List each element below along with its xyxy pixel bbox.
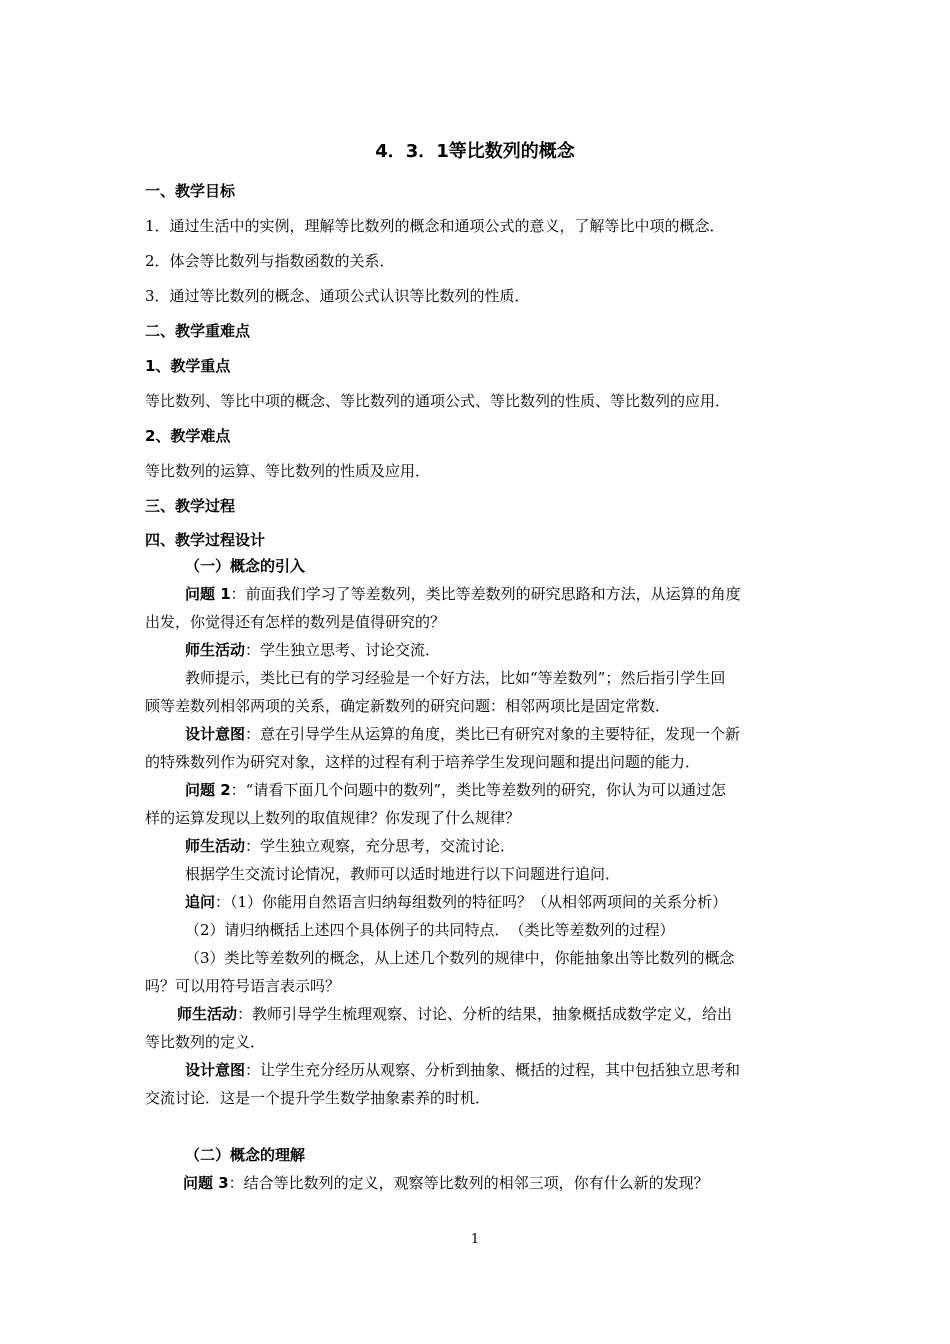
subheading-difficulty: 2、教学难点: [145, 427, 231, 445]
design-intent-1-line2: 的特殊数列作为研究对象，这样的过程有利于培养学生发现问题和提出问题的能力．: [145, 753, 701, 771]
activity-2-label: 师生活动: [185, 837, 246, 855]
design-intent-2-label: 设计意图: [185, 1061, 246, 1079]
question-1-label: 问题 1: [185, 585, 231, 603]
objective-item-3: 3．通过等比数列的概念、通项公式认识等比数列的性质．: [145, 287, 530, 305]
teacher-hint-line1: 教师提示，类比已有的学习经验是一个好方法，比如“等差数列”；然后指引学生回: [185, 669, 726, 687]
follow-up-question-1: 追问：（1）你能用自然语言归纳每组数列的特征吗？（从相邻两项间的关系分析）: [185, 893, 728, 911]
key-focus-text: 等比数列、等比中项的概念、等比数列的通项公式、等比数列的性质、等比数列的应用．: [145, 392, 731, 410]
design-intent-1-line1: 设计意图：意在引导学生从运算的角度，类比已有研究对象的主要特征，发现一个新: [185, 725, 741, 743]
activity-1: 师生活动：学生独立思考、讨论交流．: [185, 641, 441, 659]
design-intent-2-line1: 设计意图：让学生充分经历从观察、分析到抽象、概括的过程，其中包括独立思考和: [185, 1061, 741, 1079]
section-heading-objectives: 一、教学目标: [145, 182, 236, 200]
question-3-label: 问题 3: [183, 1174, 229, 1192]
question-1-line2: 出发，你觉得还有怎样的数列是值得研究的？: [145, 613, 446, 631]
follow-up-question-3-line1: （3）类比等差数列的概念，从上述几个数列的规律中，你能抽象出等比数列的概念: [185, 949, 735, 967]
follow-up-question-2: （2）请归纳概括上述四个具体例子的共同特点． （类比等差数列的过程）: [185, 921, 675, 939]
activity-3-label: 师生活动: [177, 1005, 238, 1023]
follow-up-question-3-line2: 吗？可以用符号语言表示吗？: [145, 977, 341, 995]
objective-item-2: 2．体会等比数列与指数函数的关系．: [145, 252, 395, 270]
design-intent-1-label: 设计意图: [185, 725, 246, 743]
teacher-hint-line2: 顾等差数列相邻两项的关系，确定新数列的研究问题：相邻两项比是固定常数．: [145, 697, 671, 715]
question-3: 问题 3：结合等比数列的定义，观察等比数列的相邻三项，你有什么新的发现？: [183, 1174, 709, 1192]
subheading-key-focus: 1、教学重点: [145, 357, 231, 375]
question-1-line1: 问题 1：前面我们学习了等差数列，类比等差数列的研究思路和方法，从运算的角度: [185, 585, 741, 603]
part2-heading: （二）概念的理解: [185, 1146, 306, 1164]
activity-3-line2: 等比数列的定义．: [145, 1033, 266, 1051]
question-2-label: 问题 2: [185, 781, 231, 799]
section-heading-process: 三、教学过程: [145, 497, 236, 515]
follow-up-label: 追问: [185, 893, 216, 911]
activity-3-line1: 师生活动：教师引导学生梳理观察、讨论、分析的结果，抽象概括成数学定义，给出: [177, 1005, 733, 1023]
section-heading-process-design: 四、教学过程设计: [145, 531, 266, 549]
difficulty-text: 等比数列的运算、等比数列的性质及应用．: [145, 462, 431, 480]
page-number: 1: [470, 1232, 480, 1247]
activity-2: 师生活动：学生独立观察，充分思考，交流讨论．: [185, 837, 516, 855]
page-title: 4．3．1等比数列的概念: [375, 141, 575, 162]
objective-item-1: 1．通过生活中的实例，理解等比数列的概念和通项公式的意义，了解等比中项的概念．: [145, 217, 725, 235]
follow-up-intro: 根据学生交流讨论情况，教师可以适时地进行以下问题进行追问．: [185, 865, 621, 883]
section-heading-key-points: 二、教学重难点: [145, 322, 251, 340]
question-2-line2: 样的运算发现以上数列的取值规律？你发现了什么规律？: [145, 809, 521, 827]
part1-heading: （一）概念的引入: [185, 557, 306, 575]
question-2-line1: 问题 2：“请看下面几个问题中的数列”，类比等差数列的研究，你认为可以通过怎: [185, 781, 727, 799]
activity-1-label: 师生活动: [185, 641, 246, 659]
design-intent-2-line2: 交流讨论．这是一个提升学生数学抽象素养的时机．: [145, 1089, 491, 1107]
